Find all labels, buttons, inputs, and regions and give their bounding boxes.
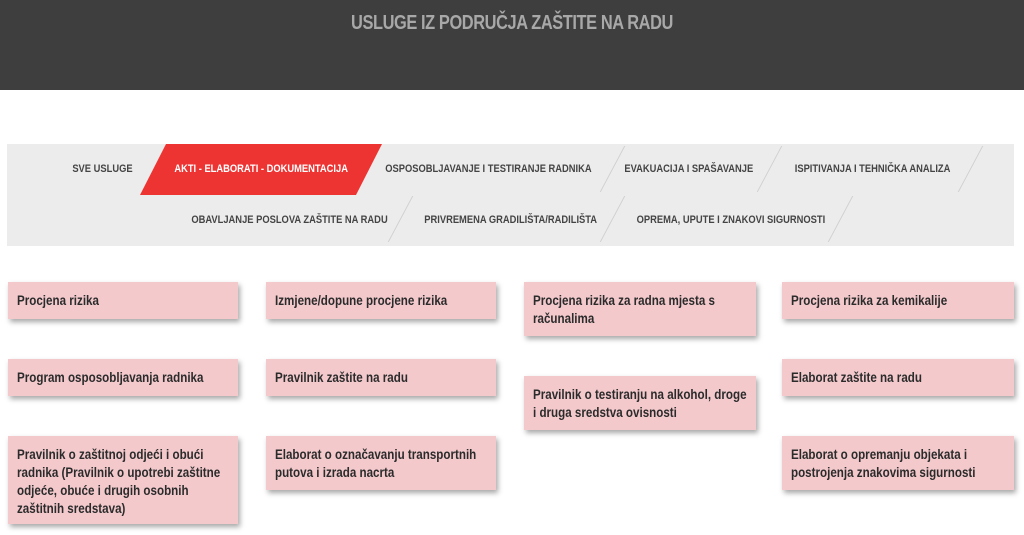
tab-obavljanje-poslova[interactable]: OBAVLJANJE POSLOVA ZAŠTITE NA RADU	[191, 214, 389, 226]
tab-osposobljavanje-i-testiranje[interactable]: OSPOSOBLJAVANJE I TESTIRANJE RADNIKA	[384, 163, 592, 175]
service-card[interactable]: Pravilnik zaštite na radu	[266, 359, 496, 396]
service-card[interactable]: Procjena rizika za radna mjesta s računalima	[524, 282, 756, 336]
service-card[interactable]: Pravilnik o zaštitnoj odjeći i obući radnika (Pravilnik o upotrebi zaštitne odjeće, obuće i drugih osobnih zaštitnih sredstava)	[8, 436, 238, 524]
service-card[interactable]: Izmjene/dopune procjene rizika	[266, 282, 496, 319]
page-title: USLUGE IZ PODRUČJA ZAŠTITE NA RADU	[351, 12, 673, 34]
tab-ispitivanja-i-tehnicka-analiza[interactable]: ISPITIVANJA I TEHNIČKA ANALIZA	[795, 163, 951, 175]
service-card[interactable]: Program osposobljavanja radnika	[8, 359, 238, 396]
tab-akti-elaborati-dokumentacija[interactable]: AKTI - ELABORATI - DOKUMENTACIJA	[174, 163, 348, 175]
service-card[interactable]: Procjena rizika	[8, 282, 238, 319]
tab-oprema-upute-znakovi[interactable]: OPREMA, UPUTE I ZNAKOVI SIGURNOSTI	[636, 214, 826, 226]
tab-evakuacija-i-spasavanje[interactable]: EVAKUACIJA I SPAŠAVANJE	[624, 163, 754, 175]
page-header	[0, 0, 1024, 90]
tab-privremena-gradilista[interactable]: PRIVREMENA GRADILIŠTA/RADILIŠTA	[424, 214, 598, 226]
service-card[interactable]: Elaborat zaštite na radu	[782, 359, 1014, 396]
service-card[interactable]: Pravilnik o testiranju na alkohol, droge i druga sredstva ovisnosti	[524, 376, 756, 430]
service-card[interactable]: Elaborat o označavanju transportnih putova i izrada nacrta	[266, 436, 496, 490]
tab-sve-usluge[interactable]: SVE USLUGE	[71, 163, 133, 175]
service-card[interactable]: Procjena rizika za kemikalije	[782, 282, 1014, 319]
service-card[interactable]: Elaborat o opremanju objekata i postrojenja znakovima sigurnosti	[782, 436, 1014, 490]
